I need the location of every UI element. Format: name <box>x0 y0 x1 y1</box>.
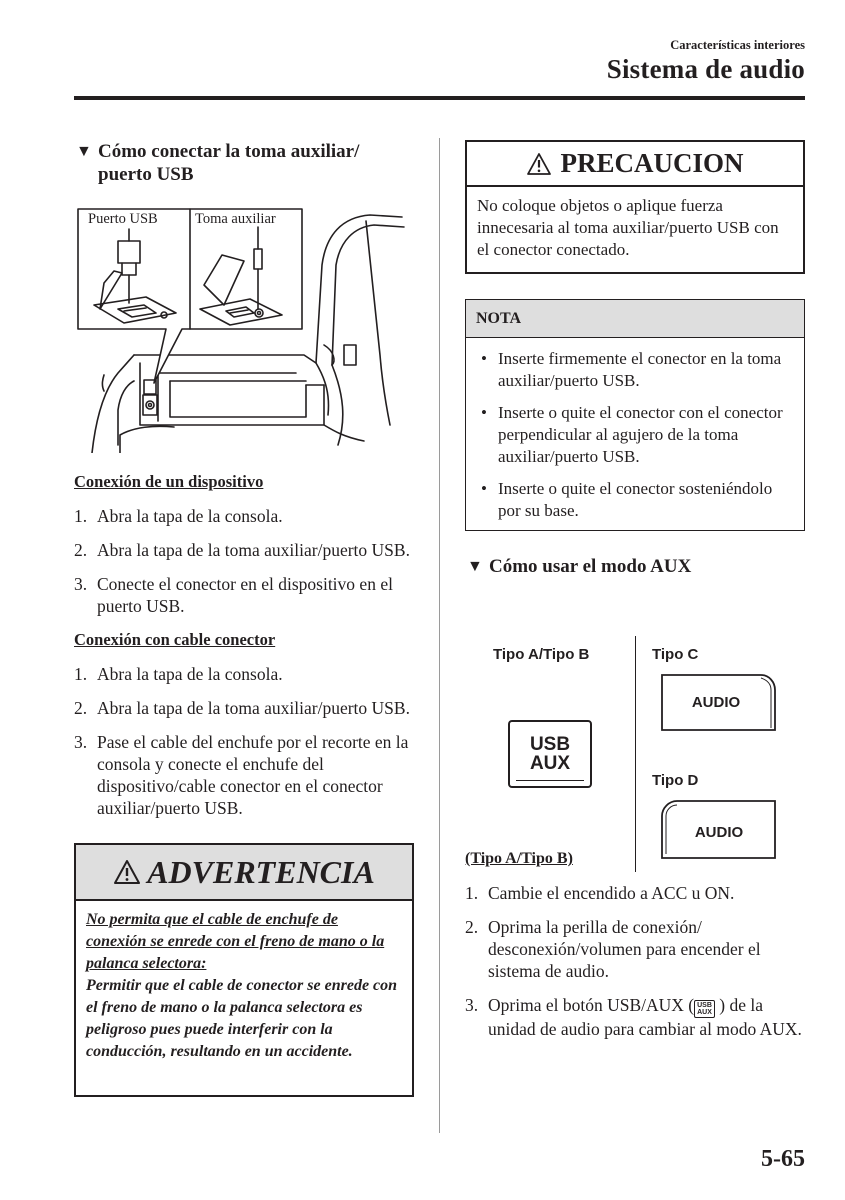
note-header: NOTA <box>466 300 804 338</box>
aux-steps <box>465 882 805 1040</box>
note-item <box>476 348 796 392</box>
device-subheading: Conexión de un dispositivo <box>74 472 264 491</box>
audio-button-type-d <box>661 800 777 860</box>
step-item <box>74 539 416 561</box>
audio-button-type-c <box>661 674 777 732</box>
step-number: 1. <box>465 883 479 903</box>
step-item <box>74 731 416 819</box>
warning-body <box>76 901 412 1063</box>
warning-header <box>76 845 412 901</box>
step-text: Abra la tapa de la toma auxiliar/puerto USB. <box>97 698 410 718</box>
step-text: Conecte el conector en el dispositivo en el puerto USB. <box>97 574 393 616</box>
cable-subheading: Conexión con cable conector <box>74 630 276 649</box>
heading-text: Cómo usar el modo AUX <box>489 556 692 577</box>
usb-aux-icon <box>694 1000 715 1018</box>
warning-triangle-icon <box>526 152 552 176</box>
step-text: Cambie el encendido a ACC u ON. <box>488 883 735 903</box>
usb-label: USB <box>529 734 571 755</box>
figure-divider <box>635 636 636 872</box>
audio-c-label: AUDIO <box>691 694 741 711</box>
label-type-ab: Tipo A/Tipo B <box>493 646 590 663</box>
step-number: 3. <box>74 732 88 752</box>
warning-title: ADVERTENCIA <box>147 853 375 890</box>
aux-buttons-illustration <box>465 602 805 842</box>
step-number: 1. <box>74 506 88 526</box>
bullet-icon: • <box>481 479 487 498</box>
step-number: 2. <box>465 917 479 937</box>
step-number: 3. <box>74 574 88 594</box>
device-steps <box>74 505 416 617</box>
warning-box <box>74 843 414 1097</box>
console-drawing <box>74 205 410 453</box>
header-rule <box>74 96 805 100</box>
cable-section <box>74 629 416 819</box>
step-item <box>74 505 416 527</box>
label-aux-jack: Toma auxiliar <box>195 211 276 227</box>
bullet-icon: • <box>481 403 487 422</box>
triangle-down-icon: ▼ <box>76 143 92 160</box>
note-item <box>476 478 796 522</box>
step-text: Pase el cable del enchufe por el recorte en la consola y conecte el enchufe del dispositivo/cable conector en el conector auxiliar/puerto USB. <box>97 732 409 818</box>
right-column <box>465 140 805 1040</box>
console-illustration <box>74 205 410 453</box>
note-item <box>476 402 796 468</box>
step-text: Oprima la perilla de conexión/ desconexión/volumen para encender el sistema de audio. <box>488 917 761 981</box>
audio-d-label: AUDIO <box>694 824 744 841</box>
triangle-down-icon: ▼ <box>467 558 483 575</box>
usb-aux-button <box>508 720 592 788</box>
button-underline <box>516 780 584 781</box>
section-heading-aux <box>465 555 805 578</box>
step-item <box>74 697 416 719</box>
section-label: Características interiores <box>670 38 805 52</box>
label-type-d: Tipo D <box>652 772 699 789</box>
step-item <box>74 573 416 617</box>
note-box <box>465 299 805 531</box>
left-column <box>74 140 416 1097</box>
icon-aux-text: AUX <box>697 1009 712 1016</box>
note-text: Inserte firmemente el conector en la toma auxiliar/puerto USB. <box>498 349 782 390</box>
warning-triangle-icon <box>113 859 141 885</box>
label-usb-port: Puerto USB <box>88 211 158 227</box>
aux-label: AUX <box>529 753 571 774</box>
type-ab-subheading: (Tipo A/Tipo B) <box>465 850 573 867</box>
note-text: Inserte o quite el conector sosteniéndolo por su base. <box>498 479 773 520</box>
device-section <box>74 471 416 617</box>
bullet-icon: • <box>481 349 487 368</box>
step-number: 2. <box>74 540 88 560</box>
step-number: 2. <box>74 698 88 718</box>
step-number: 1. <box>74 664 88 684</box>
caution-body: No coloque objetos o aplique fuerza innecesaria al toma auxiliar/puerto USB con el conector conectado. <box>477 196 779 259</box>
step-item <box>465 994 805 1040</box>
warning-text: Permitir que el cable de conector se enrede con el freno de mano o la palanca selectora es peligroso pues puede interferir con la conducción, resultando en un accidente. <box>86 977 398 1060</box>
note-list <box>466 338 804 522</box>
step-text: Abra la tapa de la consola. <box>97 664 283 684</box>
caution-box <box>465 140 805 274</box>
step-text-after: ) de la unidad de audio para cambiar al modo AUX. <box>488 995 802 1039</box>
step-text: Abra la tapa de la consola. <box>97 506 283 526</box>
step-number: 3. <box>465 995 479 1015</box>
note-text: Inserte o quite el conector con el conector perpendicular al agujero de la toma auxiliar/puerto USB. <box>498 403 783 466</box>
caution-title: PRECAUCION <box>560 148 744 178</box>
label-type-c: Tipo C <box>652 646 699 663</box>
step-item <box>74 663 416 685</box>
step-text: Abra la tapa de la toma auxiliar/puerto USB. <box>97 540 410 560</box>
heading-text: Cómo conectar la toma auxiliar/ puerto USB <box>98 141 360 185</box>
caution-header <box>467 142 803 187</box>
warning-lead: No permita que el cable de enchufe de conexión se enrede con el freno de mano o la palanca selectora: <box>86 911 385 972</box>
step-item <box>465 916 805 982</box>
section-heading-connect <box>74 140 416 186</box>
page-number: 5-65 <box>761 1146 805 1172</box>
cable-steps <box>74 663 416 819</box>
step-text-before: Oprima el botón USB/AUX ( <box>488 995 695 1015</box>
page-title: Sistema de audio <box>606 54 805 84</box>
step-item <box>465 882 805 904</box>
icon-usb-text: USB <box>697 1002 712 1009</box>
column-divider <box>439 138 440 1133</box>
